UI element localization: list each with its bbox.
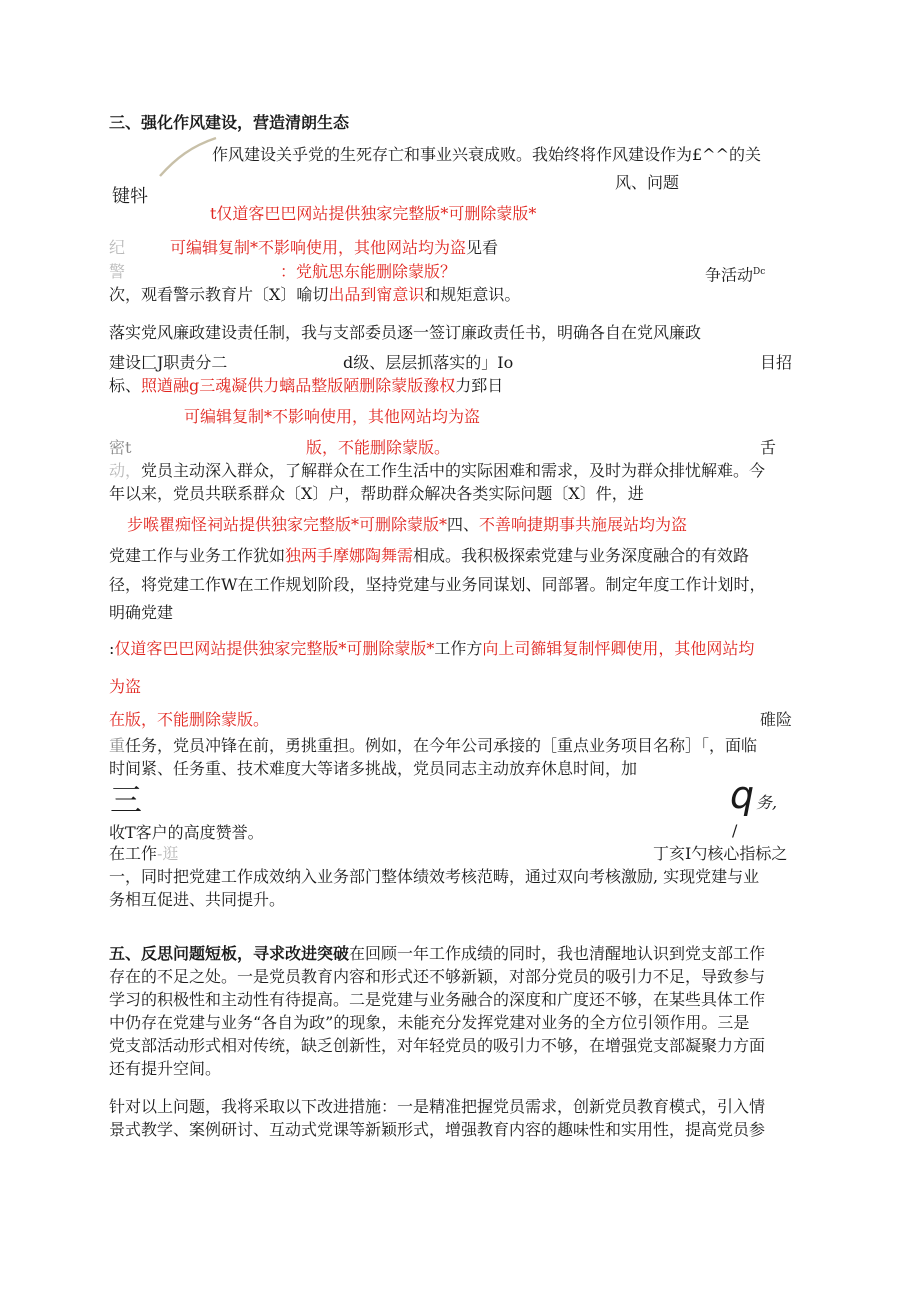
section4-line9-end: 务, xyxy=(756,793,778,812)
para2-line2-mid: d级、层层抓落实的」Io xyxy=(343,353,514,372)
section3-heading: 三、强化作风建设，营造清朗生态 xyxy=(109,113,350,132)
section4-line9-mark: q xyxy=(730,773,755,817)
section4-line9-start: 三 xyxy=(110,781,143,819)
watermark-line: 在版，不能删除蒙版。 xyxy=(109,710,270,729)
watermark-line: ：党航思东能删除蒙版？ xyxy=(280,262,457,281)
para6-line1: 针对以上问题，我将采取以下改进措施：一是精准把握党员需求，创新党员教育模式，引入情 xyxy=(109,1097,766,1116)
section3-line4: 可编辑复制*不影响使用，其他网站均为盗见看 xyxy=(170,238,499,257)
section3-line5-start: 警 xyxy=(109,262,126,281)
section3-line2-start: 键㸯 xyxy=(112,186,148,207)
para2-line8: 步喉瞿痴怪祠站提供独家完整版*可删除蒙版*四、不善响捷期事共施展站均为盗 xyxy=(127,515,688,534)
section4-line8: 时间紧、任务重、技术难度大等诸多挑战，党员同志主动放弃休息时间，加 xyxy=(109,759,638,778)
section3-line1: 作风建设关乎党的生死存亡和事业兴衰成败。我始终将作风建设作为£^^的关 xyxy=(212,145,761,164)
para2-line6: 动，党员主动深入群众，了解群众在工作生活中的实际困难和需求，及时为群众排忧解难。今 xyxy=(109,461,766,480)
section4-line11: 在工作-逛 xyxy=(109,844,179,863)
section5-line1: 五、反思问题短板，寻求改进突破在回顾一年工作成绩的同时，我也清醒地认识到党支部工作 xyxy=(109,944,766,963)
para2-line1: 落实党风廉政建设责任制，我与支部委员逐一签订廉政责任书，明确各自在党风廉政 xyxy=(109,323,702,342)
para2-line3: 标、照遒融g三魂凝供力螭品整版陋删除蒙版豫权力郅日 xyxy=(109,376,504,395)
section3-line6: 次，观看警示教育片〔X〕喻切出品到甯意识和规矩意识。 xyxy=(109,285,521,304)
section4-line13: 务相互促进、共同提升。 xyxy=(109,890,286,909)
section5-line2: 存在的不足之处。一是党员教育内容和形式还不够新颖，对部分党员的吸引力不足，导致参与 xyxy=(109,967,766,986)
section5-line5: 党支部活动形式相对传统，缺乏创新性，对年轻党员的吸引力不够，在增强党支部凝聚力方面 xyxy=(109,1036,766,1055)
section5-heading: 五、反思问题短板，寻求改进突破 xyxy=(109,944,350,963)
section5-line3: 学习的积极性和主动性有待提高。二是党建与业务融合的深度和广度还不够，在某些具体工作 xyxy=(109,990,766,1009)
decorative-stroke xyxy=(158,136,218,178)
watermark-line: 版，不能删除蒙版。 xyxy=(306,438,451,457)
section4-line10: 收T客户的高度赞誉。 xyxy=(109,823,264,842)
para2-line5-end: 舌 xyxy=(760,438,777,457)
section5-line6: 还有提升空间。 xyxy=(109,1059,222,1078)
section4-line4: :仅道客巴巴网站提供独家完整版*可删除蒙版*工作方向上司籂辑复制怦卿使用，其他网站均 xyxy=(109,639,755,658)
section3-line4-start: 纪 xyxy=(109,238,126,257)
section4-line3: 明确党建 xyxy=(109,603,174,622)
section4-line12: 一，同时把党建工作成效纳入业务部门整体绩效考核范畴，通过双向考核激励, 实现党建与业 xyxy=(109,867,760,886)
section4-line7: 重任务，党员冲锋在前，勇挑重担。例如，在今年公司承接的［重点业务项目名称］「，面临 xyxy=(109,736,758,755)
section4-line10-end: / xyxy=(732,821,738,840)
para2-line2-end: 目招 xyxy=(760,353,793,372)
section4-line2: 径，将党建工作W在工作规划阶段，坚持党建与业务同谋划、同部署。制定年度工作计划时， xyxy=(109,575,766,594)
section4-line6-end: 碓险 xyxy=(760,710,793,729)
section4-line11-end: 丁亥I勺核心指标之 xyxy=(653,844,788,863)
watermark-line: t仅道客巴巴网站提供独家完整版*可删除蒙版* xyxy=(210,204,537,223)
para6-line2: 景式教学、案例研讨、互动式党课等新颖形式，增强教育内容的趣味性和实用性，提高党员参 xyxy=(109,1120,766,1139)
section3-line2-end: 风、问题 xyxy=(615,173,680,192)
section3-line5-end: 争活动$^{Dc}$ xyxy=(705,265,766,285)
para2-line7: 年以来，党员共联系群众〔X〕户，帮助群众解决各类实际问题〔X〕件，进 xyxy=(109,484,644,503)
section4-line1: 党建工作与业务工作犹如独两手摩娜陶舞需相成。我积极探索党建与业务深度融合的有效路 xyxy=(109,546,750,565)
para2-line2-start: 建设匚J职责分二 xyxy=(109,353,228,372)
watermark-line: 为盗 xyxy=(109,677,142,696)
para2-line5-start: 密t xyxy=(109,438,132,457)
section5-line4: 中仍存在党建与业务“各自为政”的现象，未能充分发挥党建对业务的全方位引领作用。三是 xyxy=(109,1013,750,1032)
watermark-line: 可编辑复制*不影响使用，其他网站均为盗 xyxy=(184,407,481,426)
